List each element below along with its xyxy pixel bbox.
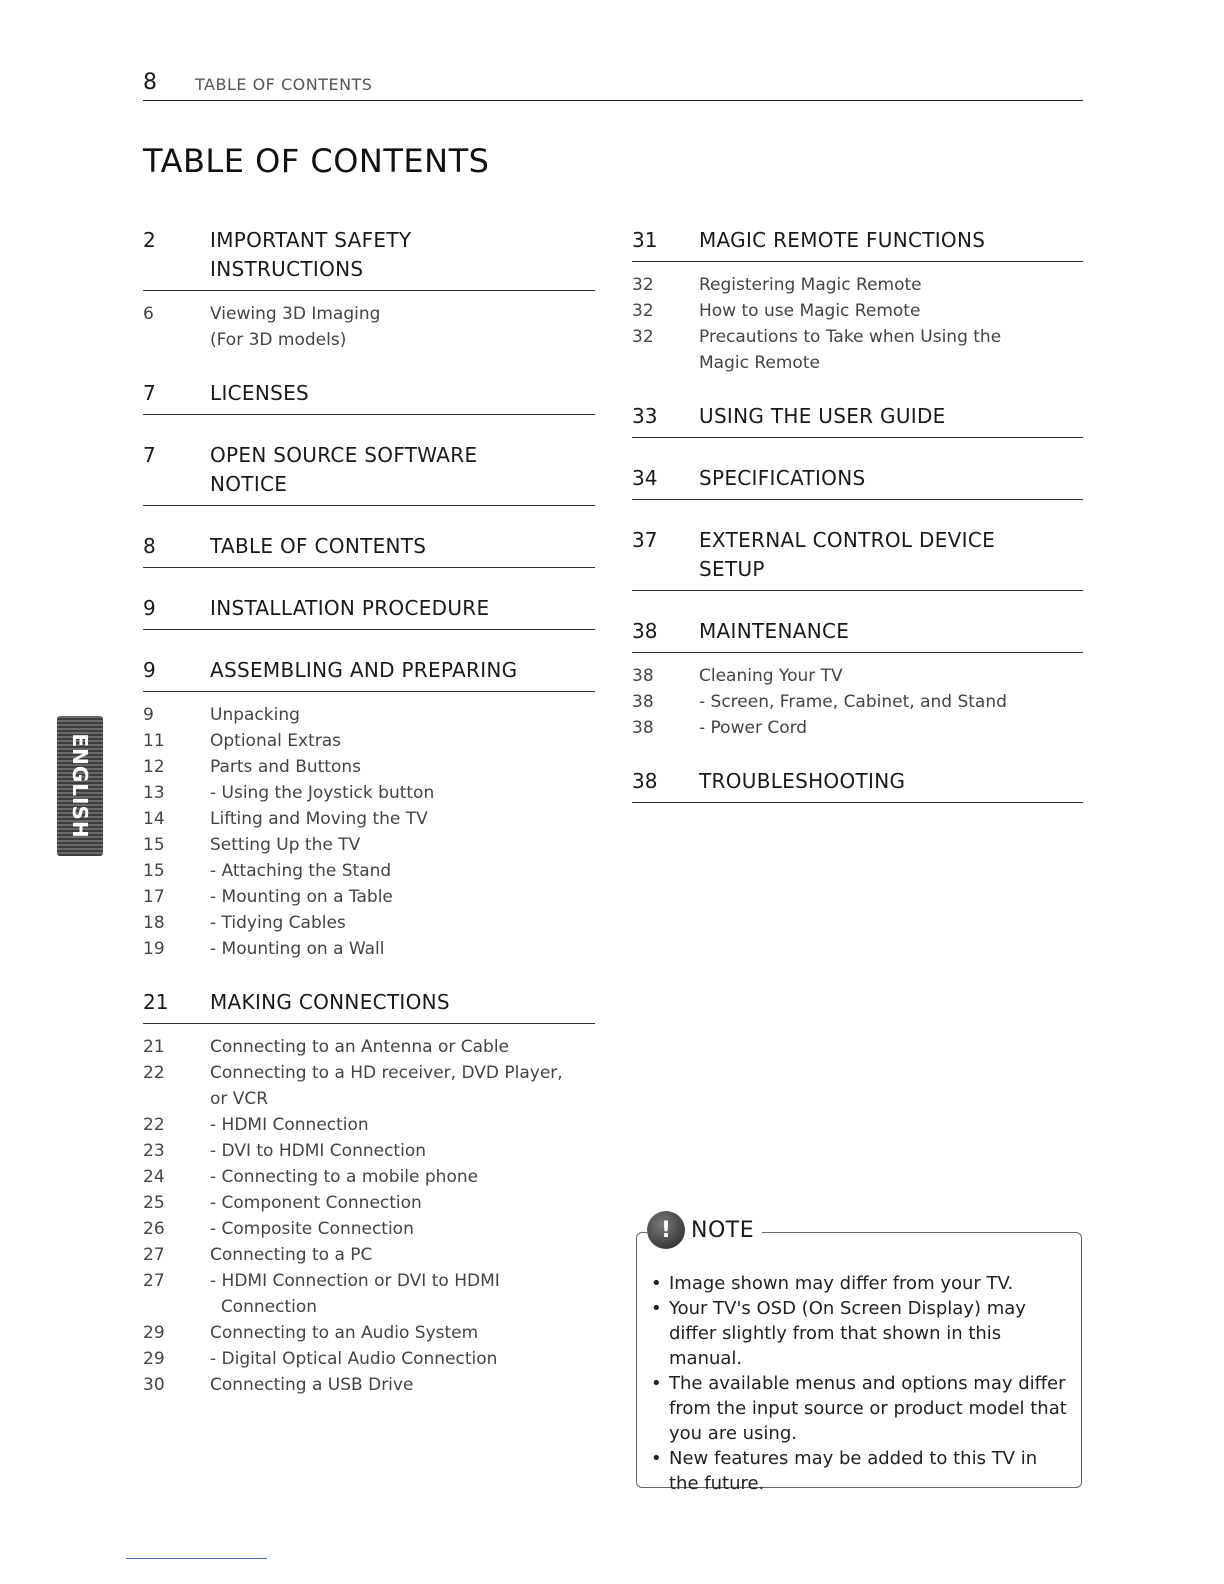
- toc-entry-page: 26: [143, 1219, 165, 1239]
- toc-section-page: 9: [143, 658, 156, 682]
- note-header: [647, 1211, 762, 1249]
- toc-entry-title: Setting Up the TV: [210, 835, 361, 855]
- toc-entry[interactable]: [143, 1372, 595, 1398]
- toc-entry-page: 32: [632, 275, 654, 295]
- note-item: • Your TV's OSD (On Screen Display) may differ slightly from that shown in this manual.: [649, 1296, 1067, 1371]
- toc-section-title: TROUBLESHOOTING: [699, 769, 906, 793]
- toc-section-page: 7: [143, 443, 156, 467]
- toc-entry-title: - Tidying Cables: [210, 913, 346, 933]
- toc-section-title: OPEN SOURCE SOFTWARE NOTICE: [210, 443, 478, 496]
- toc-entry-page: 17: [143, 887, 165, 907]
- toc-entry-title: How to use Magic Remote: [699, 301, 921, 321]
- toc-entry[interactable]: [143, 1268, 595, 1320]
- language-tab: [57, 716, 103, 856]
- toc-entry[interactable]: [143, 884, 595, 910]
- toc-entry-page: 25: [143, 1193, 165, 1213]
- toc-entry-title: - Digital Optical Audio Connection: [210, 1349, 498, 1369]
- page-number: 8: [143, 70, 157, 95]
- toc-entry-title: - Composite Connection: [210, 1219, 414, 1239]
- toc-entry-title: - Mounting on a Wall: [210, 939, 385, 959]
- note-item: • The available menus and options may differ from the input source or product model that you are using.: [649, 1371, 1067, 1446]
- toc-entry-page: 19: [143, 939, 165, 959]
- toc-entry[interactable]: [632, 715, 1083, 741]
- toc-section-page: 9: [143, 596, 156, 620]
- toc-section-heading[interactable]: [143, 594, 595, 630]
- toc-section-title: MAINTENANCE: [699, 619, 850, 643]
- toc-entry-page: 22: [143, 1063, 165, 1083]
- toc-section: [143, 379, 595, 415]
- toc-entry[interactable]: [143, 1164, 595, 1190]
- toc-section-heading[interactable]: [143, 532, 595, 568]
- toc-section-title: MAGIC REMOTE FUNCTIONS: [699, 228, 986, 252]
- toc-section: [632, 767, 1083, 803]
- note-list: [649, 1271, 1067, 1496]
- toc-entry-page: 30: [143, 1375, 165, 1395]
- toc-section: [143, 441, 595, 506]
- toc-entry-title: Registering Magic Remote: [699, 275, 922, 295]
- toc-section: [632, 226, 1083, 376]
- toc-entry[interactable]: [632, 324, 1083, 376]
- toc-section-heading[interactable]: [143, 441, 595, 506]
- page-title: TABLE OF CONTENTS: [143, 142, 490, 180]
- toc-entry-page: 29: [143, 1323, 165, 1343]
- toc-entry-page: 21: [143, 1037, 165, 1057]
- toc-entry-page: 38: [632, 718, 654, 738]
- toc-section: [632, 402, 1083, 438]
- toc-section-heading[interactable]: [632, 767, 1083, 803]
- exclamation-icon: !: [647, 1211, 685, 1249]
- toc-section-page: 38: [632, 769, 658, 793]
- toc-entry[interactable]: [632, 663, 1083, 689]
- note-item: • Image shown may differ from your TV.: [649, 1271, 1067, 1296]
- toc-entry[interactable]: [143, 936, 595, 962]
- toc-entry-title: Precautions to Take when Using the Magic Remote: [699, 327, 1002, 373]
- toc-section-heading[interactable]: [632, 226, 1083, 262]
- toc-entry[interactable]: [632, 689, 1083, 715]
- toc-entry[interactable]: [143, 1060, 595, 1112]
- toc-section-page: 34: [632, 466, 658, 490]
- toc-section-title: MAKING CONNECTIONS: [210, 990, 450, 1014]
- note-item: • New features may be added to this TV in the future.: [649, 1446, 1067, 1496]
- toc-entry-page: 11: [143, 731, 165, 751]
- toc-entry-title: - Component Connection: [210, 1193, 422, 1213]
- toc-section-page: 33: [632, 404, 658, 428]
- toc-entry-title: Connecting to an Audio System: [210, 1323, 479, 1343]
- toc-entry-title: - Power Cord: [699, 718, 808, 738]
- toc-entry[interactable]: [143, 1112, 595, 1138]
- toc-entry[interactable]: [143, 1138, 595, 1164]
- toc-section-heading[interactable]: [143, 226, 595, 291]
- toc-entry[interactable]: [143, 1346, 595, 1372]
- toc-entry-page: 32: [632, 301, 654, 321]
- toc-section-title: USING THE USER GUIDE: [699, 404, 946, 428]
- toc-section-heading[interactable]: [632, 464, 1083, 500]
- toc-entry-title: - DVI to HDMI Connection: [210, 1141, 426, 1161]
- toc-entry-page: 12: [143, 757, 165, 777]
- running-header: [143, 70, 1083, 101]
- toc-section-heading[interactable]: [143, 656, 595, 692]
- toc-entry-title: Connecting to a PC: [210, 1245, 373, 1265]
- toc-entry-title: Cleaning Your TV: [699, 666, 843, 686]
- toc-entry-title: Unpacking: [210, 705, 300, 725]
- toc-entry-page: 13: [143, 783, 165, 803]
- toc-entry-page: 18: [143, 913, 165, 933]
- toc-entry-title: - Attaching the Stand: [210, 861, 392, 881]
- toc-entry[interactable]: [143, 858, 595, 884]
- toc-section-title: ASSEMBLING AND PREPARING: [210, 658, 518, 682]
- toc-entry-title: - Mounting on a Table: [210, 887, 393, 907]
- toc-section-title: EXTERNAL CONTROL DEVICE SETUP: [699, 528, 996, 581]
- toc-entry-title: - HDMI Connection or DVI to HDMI Connection: [210, 1271, 500, 1317]
- running-header-title: TABLE OF CONTENTS: [195, 75, 373, 94]
- toc-entry[interactable]: [143, 1320, 595, 1346]
- toc-section: [632, 526, 1083, 591]
- toc-entry[interactable]: [632, 272, 1083, 298]
- toc-section-title: TABLE OF CONTENTS: [210, 534, 427, 558]
- toc-section: [143, 988, 595, 1398]
- toc-entry[interactable]: [143, 1216, 595, 1242]
- toc-section-title: IMPORTANT SAFETY INSTRUCTIONS: [210, 228, 412, 281]
- toc-section-page: 8: [143, 534, 156, 558]
- toc-entry[interactable]: [143, 754, 595, 780]
- toc-section-page: 31: [632, 228, 658, 252]
- toc-entry[interactable]: [143, 1242, 595, 1268]
- toc-entry[interactable]: [143, 301, 595, 353]
- toc-entry[interactable]: [143, 780, 595, 806]
- toc-entry-page: 15: [143, 861, 165, 881]
- toc-entry-page: 22: [143, 1115, 165, 1135]
- toc-section-title: SPECIFICATIONS: [699, 466, 866, 490]
- toc-entry[interactable]: [143, 832, 595, 858]
- toc-entry-title: Lifting and Moving the TV: [210, 809, 428, 829]
- toc-entry[interactable]: [143, 910, 595, 936]
- toc-section: [143, 226, 595, 353]
- toc-right-column: [632, 226, 1083, 829]
- toc-entry-page: 38: [632, 692, 654, 712]
- toc-entry-page: 29: [143, 1349, 165, 1369]
- toc-entry-title: - Screen, Frame, Cabinet, and Stand: [699, 692, 1007, 712]
- toc-entry-page: 15: [143, 835, 165, 855]
- toc-entry-title: - Connecting to a mobile phone: [210, 1167, 479, 1187]
- note-label: NOTE: [691, 1217, 755, 1243]
- toc-entry[interactable]: [143, 702, 595, 728]
- toc-entry[interactable]: [143, 728, 595, 754]
- toc-section-heading[interactable]: [632, 402, 1083, 438]
- toc-entry-page: 32: [632, 327, 654, 347]
- toc-section-heading[interactable]: [632, 526, 1083, 591]
- toc-section-page: 21: [143, 990, 169, 1014]
- toc-entry[interactable]: [143, 1034, 595, 1060]
- toc-section-heading[interactable]: [632, 617, 1083, 653]
- toc-section-page: 2: [143, 228, 156, 252]
- toc-section-page: 7: [143, 381, 156, 405]
- toc-entry-title: Viewing 3D Imaging (For 3D models): [210, 304, 381, 350]
- toc-entry-title: Connecting to a HD receiver, DVD Player, or VCR: [210, 1063, 563, 1109]
- toc-section: [143, 656, 595, 962]
- toc-entry[interactable]: [143, 806, 595, 832]
- toc-section-page: 38: [632, 619, 658, 643]
- toc-left-column: [143, 226, 595, 1424]
- toc-entry-title: Connecting a USB Drive: [210, 1375, 414, 1395]
- language-tab-label: ENGLISH: [68, 733, 92, 839]
- toc-section-title: INSTALLATION PROCEDURE: [210, 596, 490, 620]
- toc-entry-page: 24: [143, 1167, 165, 1187]
- toc-entry-page: 38: [632, 666, 654, 686]
- toc-entry-page: 23: [143, 1141, 165, 1161]
- toc-entry[interactable]: [143, 1190, 595, 1216]
- toc-section-page: 37: [632, 528, 658, 552]
- toc-entry-title: Parts and Buttons: [210, 757, 362, 777]
- toc-section: [632, 464, 1083, 500]
- toc-entry-page: 9: [143, 705, 154, 725]
- toc-entry-title: - Using the Joystick button: [210, 783, 435, 803]
- toc-entry-page: 6: [143, 304, 154, 324]
- toc-section: [632, 617, 1083, 741]
- note-box: [636, 1217, 1082, 1494]
- toc-entry-page: 14: [143, 809, 165, 829]
- footer-rule: [126, 1558, 267, 1559]
- toc-section-title: LICENSES: [210, 381, 310, 405]
- toc-entry-page: 27: [143, 1245, 165, 1265]
- toc-entry-title: Connecting to an Antenna or Cable: [210, 1037, 510, 1057]
- toc-section: [143, 594, 595, 630]
- toc-section-heading[interactable]: [143, 379, 595, 415]
- toc-entry-title: Optional Extras: [210, 731, 342, 751]
- toc-entry-title: - HDMI Connection: [210, 1115, 369, 1135]
- toc-section: [143, 532, 595, 568]
- toc-entry-page: 27: [143, 1271, 165, 1291]
- toc-entry[interactable]: [632, 298, 1083, 324]
- toc-section-heading[interactable]: [143, 988, 595, 1024]
